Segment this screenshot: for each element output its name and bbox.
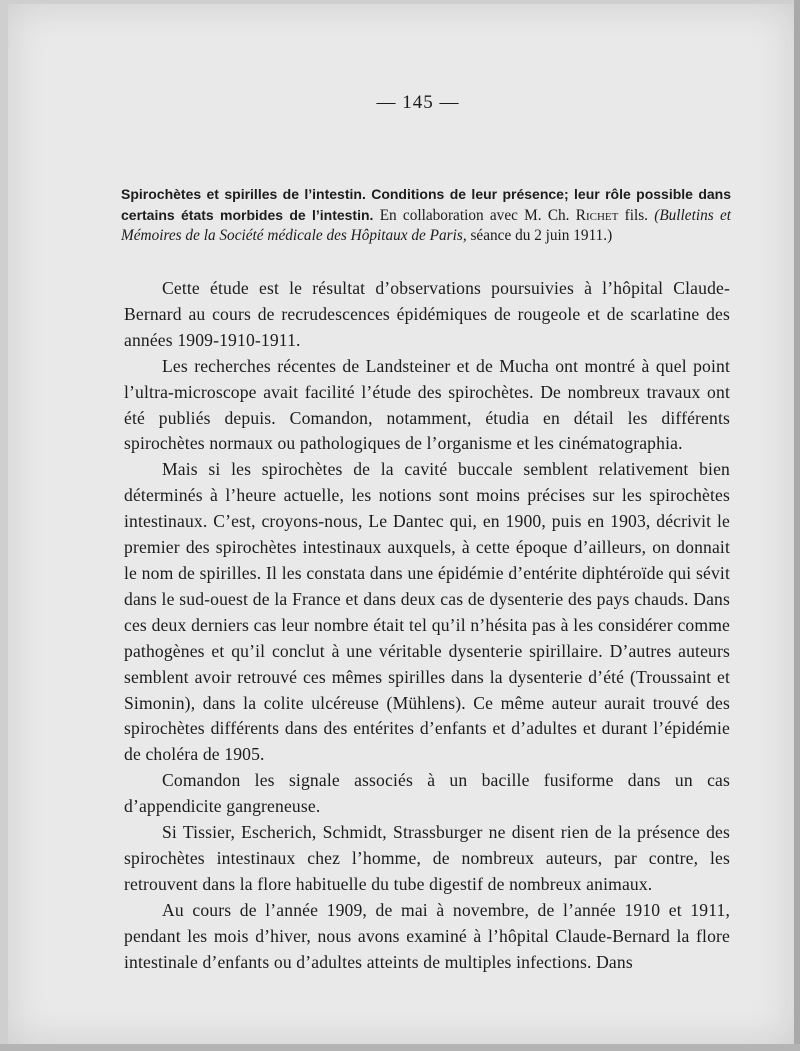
paragraph: Si Tissier, Escherich, Schmidt, Strassburger ne disent rien de la présence des spirochètes intestinaux chez l’homme, de nombreux auteurs, par contre, les retrouvent dans la flore habituelle du tube digestif de nombreux animaux. (124, 822, 730, 894)
paragraph: Cette étude est le résultat d’observations poursuivies à l’hôpital Claude-Bernard au cours de recrudescences épidémiques de rougeole et de scarlatine des années 1909-1910-1911. (124, 278, 730, 350)
session-date: séance du 2 juin 1911.) (470, 227, 613, 244)
paragraph: Mais si les spirochètes de la cavité buccale semblent relativement bien déterminés à l’heure actuelle, les notions sont moins précises sur les spirochètes intestinaux. C’est, croyons-nous, Le Dantec qui, en 1900, puis en 1903, décrivit le premier des spirochètes intestinaux auxquels, à cette époque d’ailleurs, on donnait le nom de spirilles. Il les constata dans une épidémie d’entérite diphtéroïde qui sévit dans le sud-ouest de la France et dans deux cas de dysenterie des pays chauds. Dans ces deux derniers cas leur nombre était tel qu’il n’hésita pas à les considérer comme pathogènes et qu’il conclut à une véritable dysenterie spirillaire. D’autres auteurs semblent avoir retrouvé ces mêmes spirilles dans la dysenterie d’été (Troussaint et Simonin), dans la colite ulcéreuse (Mühlens). Ce même auteur aurait trouvé des spirochètes différents dans des entérites d’enfants et d’adultes et durant l’épidémie de choléra de 1905. (124, 459, 730, 765)
collaborator-name: Richet (575, 207, 619, 224)
paragraph: Au cours de l’année 1909, de mai à novembre, de l’année 1910 et 1911, pendant les mois d’hiver, nous avons examiné à l’hôpital Claude-Bernard la flore intestinale d’enfants ou d’adultes atteints de multiples infections. Dans (124, 899, 730, 972)
page-number: — 145 — (376, 92, 460, 113)
body-text (124, 276, 730, 975)
collaboration-suffix: fils. (624, 207, 648, 224)
page-edge-right (794, 0, 800, 1051)
paragraph: Comandon les signale associés à un bacille fusiforme dans un cas d’appendicite gangreneuse. (124, 770, 730, 817)
article-heading (121, 184, 731, 246)
paragraph: Les recherches récentes de Landsteiner et de Mucha ont montré à quel point l’ultra-microscope avait facilité l’étude des spirochètes. De nombreux travaux ont été publiés depuis. Comandon, notamment, étudia en détail les différents spirochètes normaux ou pathologiques de l’organisme et les cinématographia. (124, 355, 730, 454)
collaboration-prefix: En collaboration avec M. Ch. (379, 207, 570, 224)
article-title: Spirochètes et spirilles de l’intestin. Conditions de leur présence; leur rôle possible dans certains états morbides de l’intestin. (121, 186, 731, 223)
journal-reference: (Bulletins et Mémoires de la Société médicale des Hôpitaux de Paris, (121, 207, 731, 244)
document-page (8, 4, 794, 1044)
page-edge-bottom (0, 1044, 800, 1051)
